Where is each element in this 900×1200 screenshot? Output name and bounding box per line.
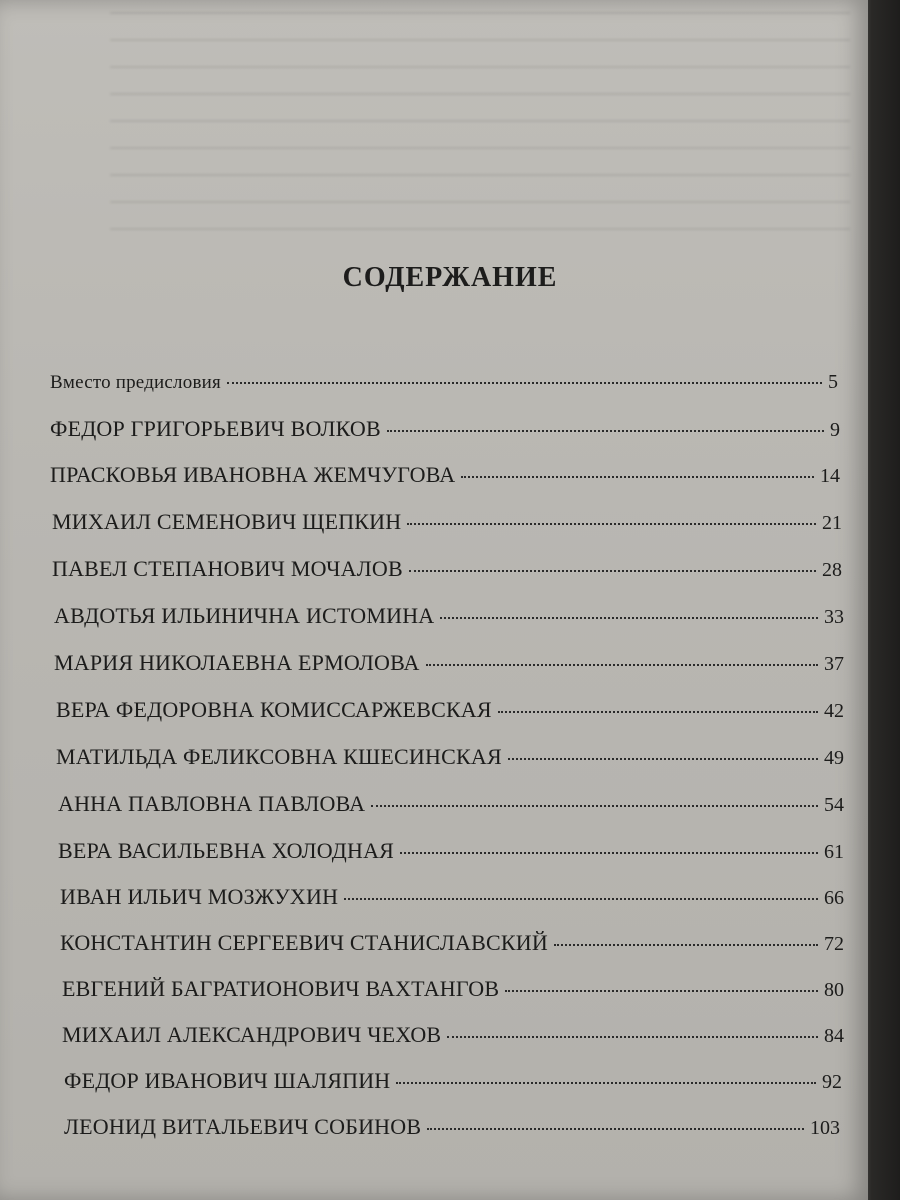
toc-page-number: 66 — [824, 887, 844, 909]
toc-page-number: 21 — [822, 512, 842, 534]
toc-page-number: 9 — [830, 419, 840, 441]
toc-entry-label: ПАВЕЛ СТЕПАНОВИЧ МОЧАЛОВ — [52, 556, 403, 581]
toc-entry-label: ВЕРА ВАСИЛЬЕВНА ХОЛОДНАЯ — [58, 838, 395, 863]
toc-entry-label: МИХАИЛ АЛЕКСАНДРОВИЧ ЧЕХОВ — [62, 1022, 442, 1047]
toc-entry-label: МИХАИЛ СЕМЕНОВИЧ ЩЕПКИН — [52, 509, 402, 534]
dot-leader — [396, 1082, 816, 1084]
toc-page-number: 72 — [824, 933, 844, 955]
dot-leader — [440, 617, 818, 619]
toc-entry — [58, 838, 844, 864]
page-title: СОДЕРЖАНИЕ — [342, 262, 558, 293]
toc-entry-label: ЕВГЕНИЙ БАГРАТИОНОВИЧ ВАХТАНГОВ — [62, 976, 500, 1001]
toc-entry-label: ФЕДОР ИВАНОВИЧ ШАЛЯПИН — [64, 1068, 391, 1093]
toc-entry — [56, 697, 844, 723]
dot-leader — [461, 476, 814, 478]
toc-page-number: 37 — [824, 653, 844, 675]
toc-entry-label: ЛЕОНИД ВИТАЛЬЕВИЧ СОБИНОВ — [64, 1114, 422, 1139]
toc-page-number: 84 — [824, 1025, 844, 1047]
toc-entry — [56, 744, 844, 770]
toc-entry — [62, 976, 844, 1002]
toc-entry — [52, 509, 842, 535]
dot-leader — [498, 711, 818, 713]
toc-entry — [52, 556, 842, 582]
toc-entry-label: ВЕРА ФЕДОРОВНА КОМИССАРЖЕВСКАЯ — [56, 697, 492, 722]
toc-entry — [64, 1068, 842, 1094]
toc-entry-label: АННА ПАВЛОВНА ПАВЛОВА — [58, 791, 366, 816]
toc-entry-label: ПРАСКОВЬЯ ИВАНОВНА ЖЕМЧУГОВА — [50, 462, 456, 487]
toc-entry-label: КОНСТАНТИН СЕРГЕЕВИЧ СТАНИСЛАВСКИЙ — [60, 930, 548, 955]
toc-page-number: 49 — [824, 747, 844, 769]
toc-entry — [64, 1114, 840, 1140]
toc-entry — [60, 884, 844, 910]
toc-entry-label: Вместо предисловия — [50, 372, 221, 393]
toc-entry — [54, 603, 844, 629]
dot-leader — [447, 1036, 818, 1038]
dot-leader — [409, 570, 816, 572]
dot-leader — [427, 1128, 804, 1130]
toc-entry — [50, 416, 840, 442]
toc-page-number: 33 — [824, 606, 844, 628]
toc-entry — [50, 462, 840, 488]
toc-page-number: 61 — [824, 841, 844, 863]
toc-entry — [54, 650, 844, 676]
toc-entry-label: МАТИЛЬДА ФЕЛИКСОВНА КШЕСИНСКАЯ — [56, 744, 502, 769]
toc-entry-label: АВДОТЬЯ ИЛЬИНИЧНА ИСТОМИНА — [54, 603, 435, 628]
dot-leader — [554, 944, 818, 946]
toc-entry-label: ФЕДОР ГРИГОРЬЕВИЧ ВОЛКОВ — [50, 416, 381, 441]
toc-page-number: 14 — [820, 465, 840, 487]
toc-page-number: 42 — [824, 700, 844, 722]
toc-page-number: 5 — [828, 371, 838, 393]
dot-leader — [400, 852, 818, 854]
dot-leader — [371, 805, 818, 807]
toc-entry — [62, 1022, 844, 1048]
toc-entry-label: ИВАН ИЛЬИЧ МОЗЖУХИН — [60, 884, 339, 909]
dot-leader — [426, 664, 818, 666]
toc-page-number: 103 — [810, 1117, 840, 1139]
toc-page-number: 80 — [824, 979, 844, 1001]
toc-page-number: 92 — [822, 1071, 842, 1093]
toc-page-number: 28 — [822, 559, 842, 581]
dot-leader — [505, 990, 818, 992]
toc-entry — [58, 791, 844, 817]
toc-page-number: 54 — [824, 794, 844, 816]
dot-leader — [344, 898, 818, 900]
dot-leader — [227, 382, 822, 384]
dot-leader — [508, 758, 818, 760]
toc-entry — [50, 371, 838, 394]
toc-entry-label: МАРИЯ НИКОЛАЕВНА ЕРМОЛОВА — [54, 650, 420, 675]
dot-leader — [387, 430, 824, 432]
toc-entry — [60, 930, 844, 956]
dot-leader — [407, 523, 816, 525]
